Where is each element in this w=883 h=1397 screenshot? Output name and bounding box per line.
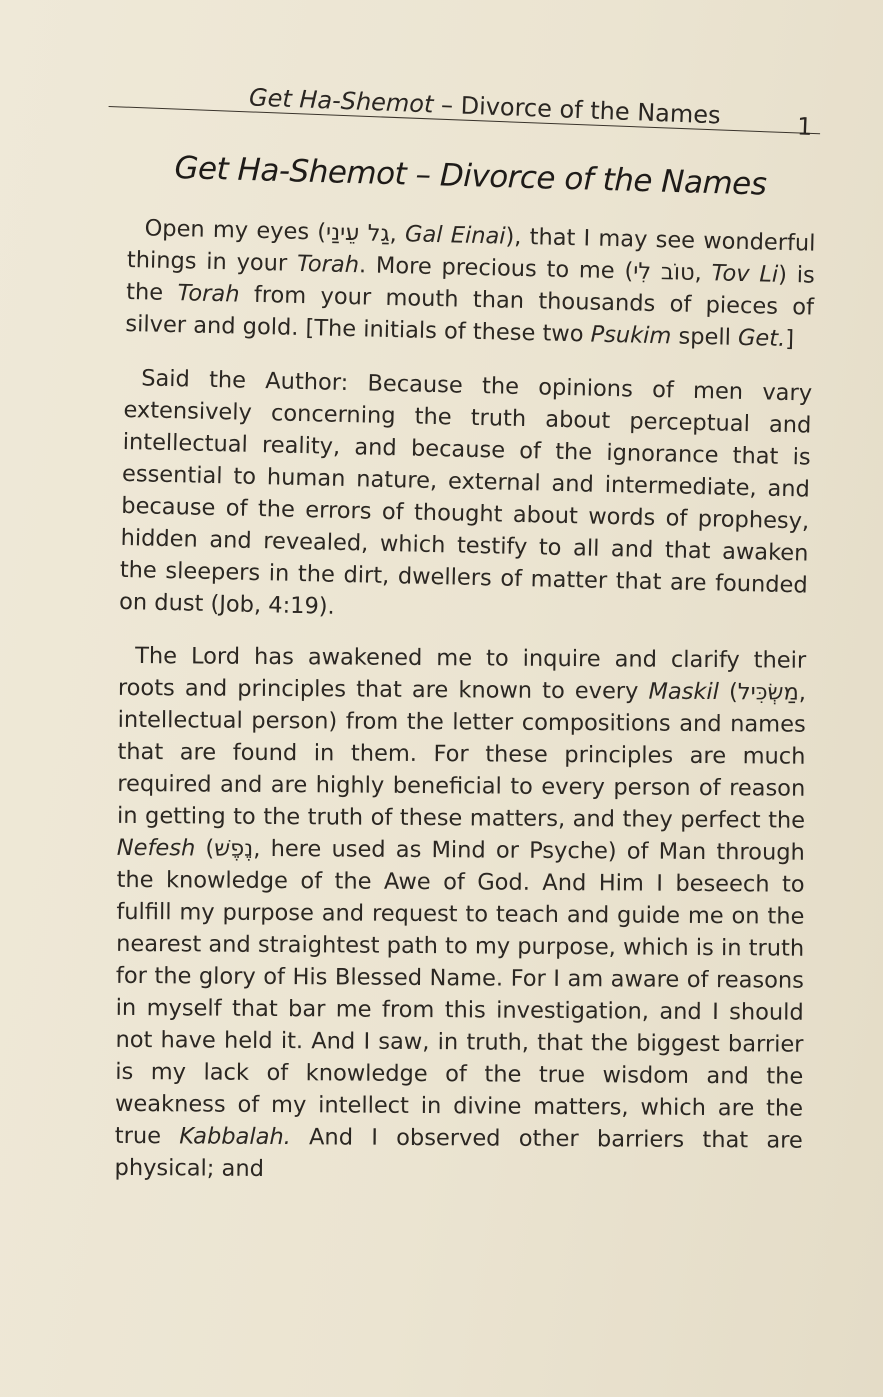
italic-term: Gal Einai <box>404 221 506 250</box>
page-number: 1 <box>796 112 813 141</box>
text-run: ( <box>195 835 215 862</box>
text-run: , <box>389 220 406 248</box>
body-text <box>105 212 815 1221</box>
italic-term: Get. <box>737 324 786 352</box>
paragraph-3 <box>114 640 806 1189</box>
text-run: ) is the <box>125 261 816 307</box>
hebrew-text: גַל עֵינַי <box>325 219 391 247</box>
text-run: from your mouth than thousands of pieces of silver and gold. [The initials of these two <box>125 281 815 348</box>
italic-term: Psukim <box>590 321 672 350</box>
text-run: , intellectual person) from the letter compositions and names that are found in them. For these principles are much required and are highly beneficial to every person of reason in getting to the truth of these matters, and they perfect the <box>116 679 807 834</box>
paragraph-1 <box>125 212 816 356</box>
text-run: ( <box>718 679 738 706</box>
text-run: spell <box>671 323 739 351</box>
text-run: ] <box>784 325 795 353</box>
italic-term: Torah <box>296 250 360 279</box>
running-header-title-rest: – Divorce of the Names <box>432 90 722 130</box>
running-header-title <box>249 83 722 129</box>
italic-term: Kabbalah. <box>179 1123 291 1151</box>
italic-term: Torah <box>177 280 240 308</box>
hebrew-text: טוֹב לִי <box>632 258 695 286</box>
text-run: Open my eyes ( <box>144 215 327 246</box>
italic-term: Tov Li <box>711 260 779 288</box>
text-run: . More precious to me ( <box>358 252 634 285</box>
paragraph-2: Said the Author: Because the opinions of men vary extensively concerning the truth about perceptual and intellectual reality, and because of the ignorance that is essential to human nature, external and intermediate, and because of the errors of thought about words of prophesy, hidden and revealed, which testify to all and that awaken the sleepers in the dirt, dwellers of matter that are founded on dust (Job, 4:19). <box>118 365 813 620</box>
text-run: ), that I may see wonderful things in your <box>126 223 816 277</box>
running-header-title-italic: Get Ha-Shemot <box>248 83 434 119</box>
text-run: And I observed other barriers that are physical; and <box>114 1124 803 1182</box>
text-run: , here used as Mind or Psyche) of Man through the knowledge of the Awe of God. And Him I beseech to fulfill my purpose and request to teach and guide me on the nearest and straightest path to my purpose, which is in truth for the glory of His Blessed Name. For I am aware of reasons in myself that bar me from this investigation, and I should not have held it. And I saw, in truth, that the biggest barrier is my lack of knowledge of the true wisdom and the weakness of my intellect in divine matters, which are the true <box>114 835 805 1150</box>
hebrew-text: נֶפֶשׁ <box>214 835 254 862</box>
chapter-title: Get Ha-Shemot – Divorce of the Names <box>173 150 767 203</box>
text-run: , <box>694 259 712 287</box>
italic-term: Nefesh <box>116 834 196 862</box>
hebrew-text: מַשְׂכִּיל <box>737 679 799 706</box>
text-run: The Lord has awakened me to inquire and clarify their roots and principles that are known to every <box>117 643 807 705</box>
italic-term: Maskil <box>648 678 720 706</box>
